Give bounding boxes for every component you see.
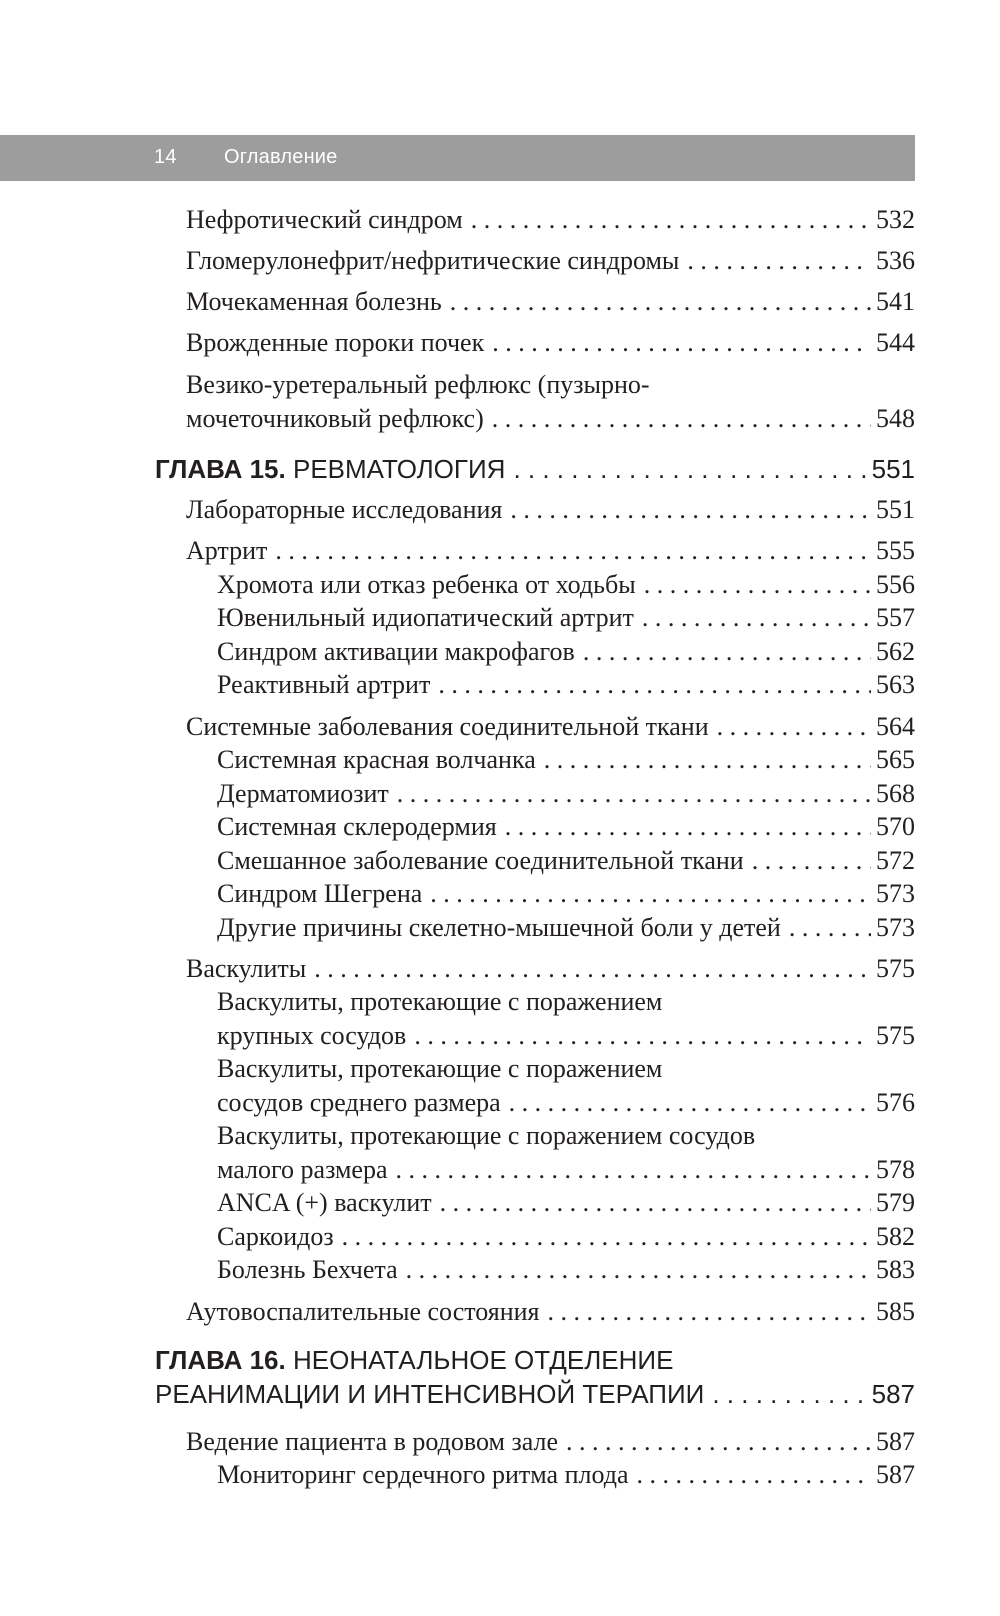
toc-entry-page: 576 — [876, 1088, 915, 1117]
toc-entry-title: Хромота или отказ ребенка от ходьбы — [217, 570, 636, 599]
dot-leader — [644, 568, 871, 602]
toc-entry-title: Системная склеродермия — [217, 812, 497, 841]
dot-leader — [642, 601, 871, 635]
toc-entry-title: Другие причины скелетно-мышечной боли у детей — [217, 913, 781, 942]
toc-entry[interactable] — [186, 952, 915, 986]
toc-entry-page: 579 — [876, 1188, 915, 1217]
dot-leader — [510, 493, 871, 527]
toc-subentry[interactable] — [217, 777, 915, 811]
toc-entry-page: 557 — [876, 603, 915, 632]
dot-leader — [544, 743, 871, 777]
toc-entry-title: Ведение пациента в родовом зале — [186, 1427, 558, 1456]
toc-entry-title: Ювенильный идиопатический артрит — [217, 603, 634, 632]
toc-entry-title: Нефротический синдром — [186, 205, 463, 234]
toc-entry-title: Системные заболевания соединительной ткани — [186, 712, 709, 741]
dot-leader — [505, 810, 871, 844]
toc-entry-title: Синдром Шегрена — [217, 879, 423, 908]
toc-entry-title: Врожденные пороки почек — [186, 328, 485, 357]
toc-entry-title: Мониторинг сердечного ритма плода — [217, 1460, 629, 1489]
toc-subentry[interactable] — [217, 877, 915, 911]
dot-leader — [414, 1019, 871, 1053]
toc-subentry[interactable] — [217, 911, 915, 945]
toc-entry[interactable] — [186, 285, 915, 319]
toc-subentry[interactable] — [217, 1458, 915, 1492]
toc-entry-title-line1: Васкулиты, протекающие с поражением — [217, 987, 663, 1016]
toc-entry[interactable] — [186, 244, 915, 278]
dot-leader — [471, 203, 871, 237]
toc-entry-page: 551 — [871, 454, 915, 484]
toc-subentry[interactable] — [217, 601, 915, 635]
dot-leader — [712, 1377, 866, 1411]
toc-subentry[interactable] — [217, 1220, 915, 1254]
toc-entry-page: 532 — [876, 205, 915, 234]
toc-entry-page: 573 — [876, 913, 915, 942]
dot-leader — [397, 777, 871, 811]
toc-entry-title: Аутовоспалительные состояния — [186, 1297, 540, 1326]
toc-entry[interactable] — [186, 710, 915, 744]
dot-leader — [438, 668, 871, 702]
toc-entry-page: 575 — [876, 954, 915, 983]
toc-entry-title: Васкулиты — [186, 954, 307, 983]
toc-subentry[interactable] — [217, 1052, 915, 1120]
toc-entry-title: Лабораторные исследования — [186, 495, 503, 524]
toc-entry-page: 587 — [876, 1427, 915, 1456]
toc-entry[interactable] — [186, 203, 915, 237]
dot-leader — [396, 1153, 871, 1187]
toc-entry-page: 568 — [876, 779, 915, 808]
toc-entry-page: 548 — [876, 404, 915, 433]
dot-leader — [789, 911, 871, 945]
dot-leader — [717, 710, 871, 744]
toc-entry-page: 555 — [876, 536, 915, 565]
chapter-title: РЕАНИМАЦИИ И ИНТЕНСИВНОЙ ТЕРАПИИ — [155, 1379, 705, 1409]
toc-subentry[interactable] — [217, 985, 915, 1053]
toc-entry[interactable] — [186, 368, 915, 436]
toc-subentry[interactable] — [217, 1186, 915, 1220]
dot-leader — [687, 244, 871, 278]
toc-entry-title: Болезнь Бехчета — [217, 1255, 398, 1284]
toc-entry-title: малого размера — [217, 1155, 388, 1184]
toc-entry-title: Гломерулонефрит/нефритические синдромы — [186, 246, 680, 275]
toc-subentry[interactable] — [217, 668, 915, 702]
toc-entry-page: 536 — [876, 246, 915, 275]
toc-entry-page: 565 — [876, 745, 915, 774]
dot-leader — [548, 1295, 871, 1329]
toc-entry-title: Мочекаменная болезнь — [186, 287, 442, 316]
toc-entry-page: 563 — [876, 670, 915, 699]
toc-entry-page: 573 — [876, 879, 915, 908]
toc-entry-page: 582 — [876, 1222, 915, 1251]
toc-entry-page: 578 — [876, 1155, 915, 1184]
dot-leader — [430, 877, 871, 911]
toc-entry-title-line1: Васкулиты, протекающие с поражением — [217, 1054, 663, 1083]
toc-entry-title: Саркоидоз — [217, 1222, 334, 1251]
page-number: 14 — [154, 146, 177, 168]
toc-entry-title: мочеточниковый рефлюкс) — [186, 404, 484, 433]
dot-leader — [492, 326, 871, 360]
running-title: Оглавление — [224, 146, 338, 168]
toc-entry-page: 575 — [876, 1021, 915, 1050]
dot-leader — [513, 452, 866, 486]
dot-leader — [509, 1086, 871, 1120]
toc-entry[interactable] — [186, 534, 915, 568]
dot-leader — [314, 952, 871, 986]
dot-leader — [752, 844, 871, 878]
toc-entry-title: Дерматомиозит — [217, 779, 389, 808]
toc-subentry[interactable] — [217, 635, 915, 669]
chapter-title: РЕВМАТОЛОГИЯ — [292, 454, 506, 484]
chapter-15-heading[interactable] — [155, 452, 915, 486]
toc-entry-page: 564 — [876, 712, 915, 741]
dot-leader — [440, 1186, 871, 1220]
toc-entry-title-line1: Васкулиты, протекающие с поражением сосудов — [217, 1121, 756, 1150]
toc-entry-title: Реактивный артрит — [217, 670, 431, 699]
toc-entry-page: 544 — [876, 328, 915, 357]
toc-entry-title: ANCA (+) васкулит — [217, 1188, 432, 1217]
toc-entry-title: крупных сосудов — [217, 1021, 407, 1050]
chapter-16-heading[interactable] — [155, 1343, 915, 1411]
running-header — [0, 135, 915, 181]
dot-leader — [450, 285, 871, 319]
chapter-label: ГЛАВА 16. — [155, 1345, 286, 1375]
toc-subentry[interactable] — [217, 1119, 915, 1187]
toc-entry-page: 556 — [876, 570, 915, 599]
dot-leader — [637, 1458, 872, 1492]
toc-subentry[interactable] — [217, 743, 915, 777]
toc-entry-title: Системная красная волчанка — [217, 745, 536, 774]
toc-entry-page: 572 — [876, 846, 915, 875]
toc-entry-title: Смешанное заболевание соединительной ткани — [217, 846, 744, 875]
dot-leader — [406, 1253, 871, 1287]
toc-subentry[interactable] — [217, 810, 915, 844]
toc-entry[interactable] — [186, 493, 915, 527]
toc-entry-title: сосудов среднего размера — [217, 1088, 501, 1117]
toc-entry-page: 587 — [876, 1460, 915, 1489]
dot-leader — [492, 402, 871, 436]
dot-leader — [583, 635, 871, 669]
toc-entry-page: 551 — [876, 495, 915, 524]
toc-subentry[interactable] — [217, 844, 915, 878]
toc-entry-page: 583 — [876, 1255, 915, 1284]
toc-entry-page: 541 — [876, 287, 915, 316]
toc-entry-title-line1: Везико-уретеральный рефлюкс (пузырно- — [186, 370, 650, 399]
chapter-label: ГЛАВА 15. — [155, 454, 286, 484]
toc-entry-page: 585 — [876, 1297, 915, 1326]
toc-entry-page: 562 — [876, 637, 915, 666]
chapter-title-line1: НЕОНАТАЛЬНОЕ ОТДЕЛЕНИЕ — [292, 1345, 674, 1375]
toc-subentry[interactable] — [217, 1253, 915, 1287]
toc-entry-title: Артрит — [186, 536, 268, 565]
dot-leader — [342, 1220, 871, 1254]
toc-entry-page: 587 — [871, 1379, 915, 1409]
toc-entry[interactable] — [186, 1425, 915, 1459]
dot-leader — [566, 1425, 871, 1459]
dot-leader — [275, 534, 871, 568]
toc-entry[interactable] — [186, 1295, 915, 1329]
toc-entry[interactable] — [186, 326, 915, 360]
toc-entry-title: Синдром активации макрофагов — [217, 637, 575, 666]
toc-entry-page: 570 — [876, 812, 915, 841]
toc-subentry[interactable] — [217, 568, 915, 602]
